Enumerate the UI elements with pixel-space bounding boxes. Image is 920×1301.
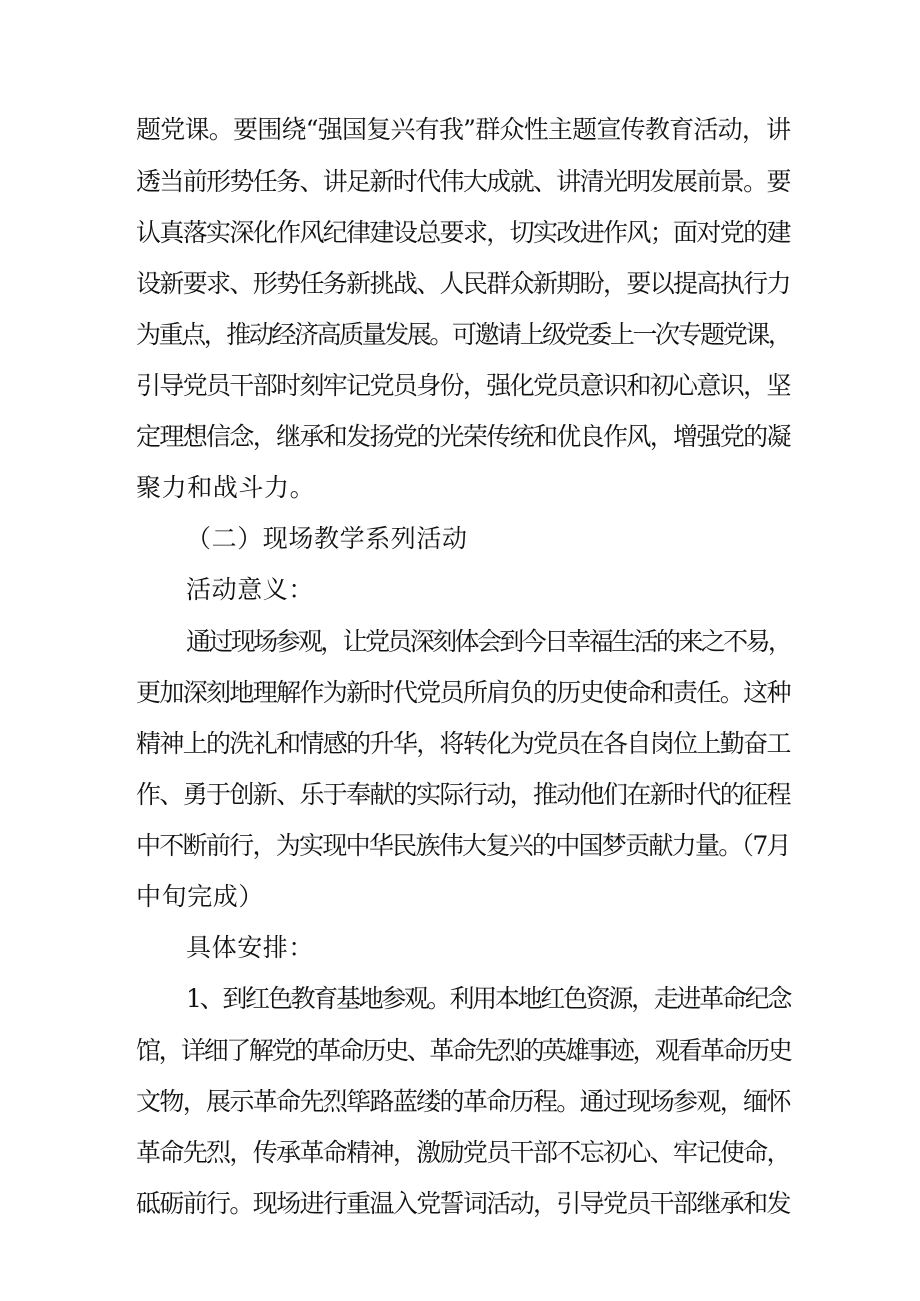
paragraph-first-line: 通过现场参观，让党员深刻体会到今日幸福生活的来之不易， xyxy=(186,627,791,656)
body-text-line: 引导党员干部时刻牢记党员身份，强化党员意识和初心意识，坚 xyxy=(136,371,790,400)
body-text-line: 文物，展示革命先烈筚路蓝缕的革命历程。通过现场参观，缅怀 xyxy=(136,1087,790,1116)
body-text-line: 中旬完成） xyxy=(136,882,265,911)
body-text-line: 砥砺前行。现场进行重温入党誓词活动，引导党员干部继承和发 xyxy=(136,1189,790,1218)
section-heading: （二）现场教学系列活动 xyxy=(186,524,468,553)
body-text-line: 革命先烈，传承革命精神，激励党员干部不忘初心、牢记使命， xyxy=(136,1138,790,1167)
body-text-line: 定理想信念，继承和发扬党的光荣传统和优良作风，增强党的凝 xyxy=(136,422,790,451)
body-text-line: 题党课。要围绕“强国复兴有我”群众性主题宣传教育活动，讲 xyxy=(136,115,791,144)
body-text-line: 设新要求、形势任务新挑战、人民群众新期盼，要以提高执行力 xyxy=(136,269,790,298)
body-text-line: 聚力和战斗力。 xyxy=(136,473,316,502)
subsection-label: 具体安排： xyxy=(186,933,315,962)
paragraph-first-line: 1、到红色教育基地参观。利用本地红色资源，走进革命纪念 xyxy=(186,984,791,1013)
body-text-line: 为重点，推动经济高质量发展。可邀请上级党委上一次专题党课， xyxy=(136,320,791,349)
body-text-line: 精神上的洗礼和情感的升华，将转化为党员在各自岗位上勤奋工 xyxy=(136,729,790,758)
body-text-line: 馆，详细了解党的革命历史、革命先烈的英雄事迹，观看革命历史 xyxy=(136,1036,791,1065)
body-text-line: 中不断前行，为实现中华民族伟大复兴的中国梦贡献力量。（7月 xyxy=(136,831,790,860)
body-text-line: 更加深刻地理解作为新时代党员所肩负的历史使命和责任。这种 xyxy=(136,678,790,707)
body-text-line: 认真落实深化作风纪律建设总要求，切实改进作风；面对党的建 xyxy=(136,218,790,247)
subsection-label: 活动意义： xyxy=(186,575,315,604)
body-text-line: 作、勇于创新、乐于奉献的实际行动，推动他们在新时代的征程 xyxy=(136,780,790,809)
body-text-line: 透当前形势任务、讲足新时代伟大成就、讲清光明发展前景。要 xyxy=(136,167,790,196)
